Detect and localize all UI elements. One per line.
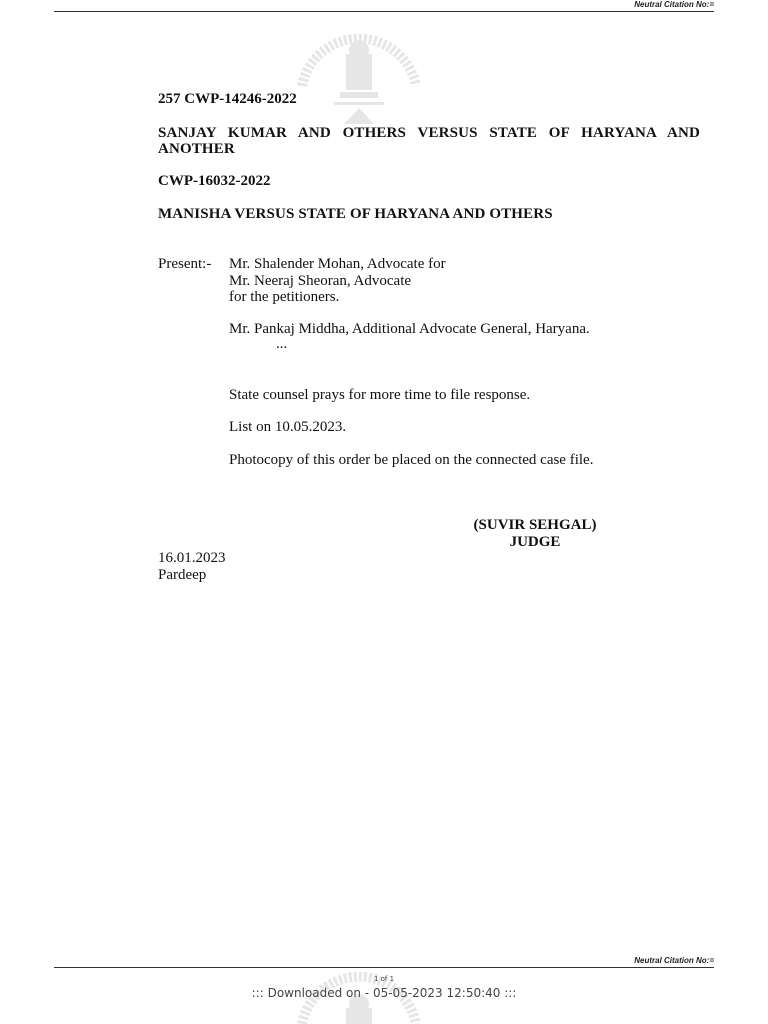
judge-designation: JUDGE	[509, 534, 561, 550]
present-counsel-list	[229, 256, 446, 306]
order-paragraph: Photocopy of this order be placed on the connected case file.	[229, 452, 594, 468]
order-paragraph: List on 10.05.2023.	[229, 419, 347, 435]
high-court-emblem-icon	[284, 972, 434, 1024]
judge-name: (SUVIR SEHGAL)	[473, 517, 597, 533]
high-court-emblem-icon	[284, 16, 434, 126]
present-counsel-line: Mr. Shalender Mohan, Advocate for	[229, 256, 446, 272]
neutral-citation-footer: Neutral Citation No:=	[634, 956, 714, 965]
header-rule	[54, 11, 714, 12]
footer-rule	[54, 967, 714, 968]
present-label: Present:-	[158, 256, 212, 272]
present-counsel-line: Mr. Neeraj Sheoran, Advocate	[229, 272, 412, 289]
clerk-name: Pardeep	[158, 567, 207, 583]
respondent-counsel: Mr. Pankaj Middha, Additional Advocate General, Haryana.	[229, 321, 590, 337]
case-title-connected: MANISHA VERSUS STATE OF HARYANA AND OTHERS	[158, 206, 553, 222]
page-count: 1 of 1	[373, 975, 395, 983]
order-date: 16.01.2023	[158, 550, 226, 566]
order-paragraph: State counsel prays for more time to file response.	[229, 387, 531, 403]
download-stamp: ::: Downloaded on - 05-05-2023 12:50:40 :::	[251, 986, 517, 1000]
case-number-primary: 257 CWP-14246-2022	[158, 91, 297, 107]
ellipsis: ...	[276, 336, 288, 352]
case-number-connected: CWP-16032-2022	[158, 173, 271, 189]
neutral-citation-header: Neutral Citation No:=	[634, 0, 714, 9]
present-counsel-line: for the petitioners.	[229, 289, 340, 305]
judge-signature	[440, 517, 630, 551]
case-title-primary: SANJAY KUMAR AND OTHERS VERSUS STATE OF HARYANA AND ANOTHER	[158, 125, 700, 157]
